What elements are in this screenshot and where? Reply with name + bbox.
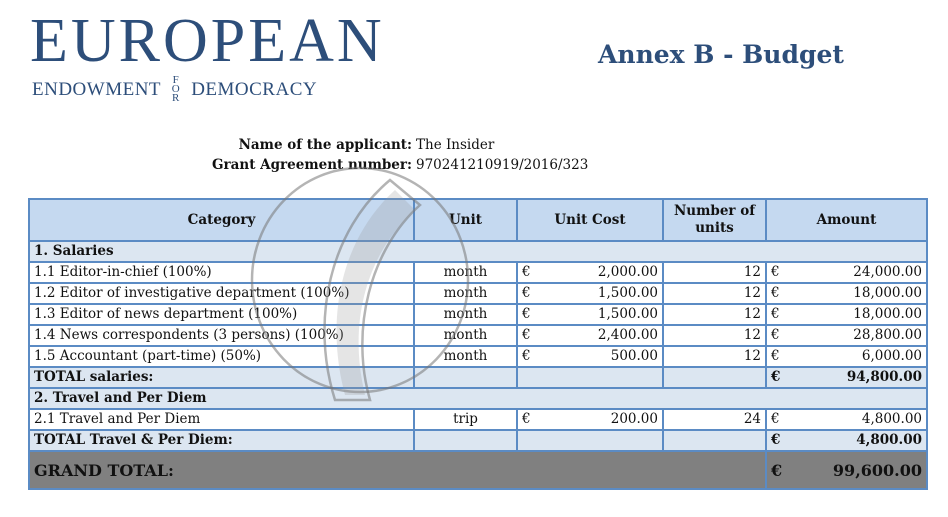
unit-cost-cell-wrap — [522, 411, 658, 428]
unit-cost-cell-wrap — [522, 285, 658, 302]
logo-for-letter: F — [172, 74, 180, 86]
units-cell: 12 — [663, 304, 766, 325]
unit-cost-cell-value: 1,500.00 — [597, 285, 658, 301]
total-amount-wrap — [771, 369, 922, 386]
units-cell: 12 — [663, 346, 766, 367]
amount-cell-value: 28,800.00 — [853, 327, 922, 343]
amount-cell-wrap — [771, 327, 922, 344]
budget-body — [29, 241, 927, 489]
category-cell: 2.1 Travel and Per Diem — [29, 409, 414, 430]
total-amount-wrap — [771, 432, 922, 449]
header-number-of-units: Number of units — [663, 199, 766, 241]
total-label: TOTAL salaries: — [29, 367, 414, 388]
euro-sign: € — [522, 348, 531, 364]
amount-cell — [766, 283, 927, 304]
amount-cell-wrap — [771, 411, 922, 428]
unit-cost-cell — [517, 346, 663, 367]
euro-sign: € — [771, 285, 780, 301]
euro-sign: € — [771, 411, 780, 427]
table-row — [29, 283, 927, 304]
unit-cost-cell — [517, 262, 663, 283]
grant-value: 970241210919/2016/323 — [416, 157, 589, 173]
empty-cell — [517, 430, 663, 451]
unit-cost-cell-value: 200.00 — [610, 411, 658, 427]
total-label: TOTAL Travel & Per Diem: — [29, 430, 414, 451]
amount-cell-value: 4,800.00 — [861, 411, 922, 427]
header-amount: Amount — [766, 199, 927, 241]
header-unit-cost: Unit Cost — [517, 199, 663, 241]
table-row — [29, 346, 927, 367]
eed-logo — [30, 7, 390, 104]
euro-sign: € — [771, 369, 781, 385]
grand-total-label: GRAND TOTAL: — [29, 451, 766, 489]
euro-sign: € — [522, 285, 531, 301]
unit-cost-cell — [517, 304, 663, 325]
category-cell: 1.4 News correspondents (3 persons) (100%) — [29, 325, 414, 346]
table-header-row — [29, 199, 927, 241]
unit-cost-cell-wrap — [522, 327, 658, 344]
header-category: Category — [29, 199, 414, 241]
euro-sign: € — [771, 348, 780, 364]
category-cell: 1.1 Editor-in-chief (100%) — [29, 262, 414, 283]
empty-cell — [663, 367, 766, 388]
total-amount — [766, 430, 927, 451]
empty-cell — [414, 367, 517, 388]
euro-sign: € — [771, 460, 783, 480]
logo-right-word: DEMOCRACY — [191, 79, 318, 100]
budget-table — [28, 198, 928, 490]
total-row — [29, 367, 927, 388]
grant-label: Grant Agreement number: — [211, 157, 412, 173]
euro-sign: € — [522, 411, 531, 427]
units-cell: 12 — [663, 325, 766, 346]
category-cell: 1.2 Editor of investigative department (100%) — [29, 283, 414, 304]
unit-cost-cell-value: 1,500.00 — [597, 306, 658, 322]
table-row — [29, 304, 927, 325]
units-cell: 24 — [663, 409, 766, 430]
euro-sign: € — [771, 264, 780, 280]
unit-cell: month — [414, 325, 517, 346]
amount-cell-wrap — [771, 306, 922, 323]
unit-cell: month — [414, 262, 517, 283]
units-cell: 12 — [663, 262, 766, 283]
section-row — [29, 388, 927, 409]
header-unit: Unit — [414, 199, 517, 241]
table-row — [29, 325, 927, 346]
empty-cell — [517, 367, 663, 388]
grand-total-value: 99,600.00 — [832, 460, 922, 480]
amount-cell — [766, 409, 927, 430]
grand-total-wrap — [771, 462, 922, 479]
unit-cost-cell — [517, 325, 663, 346]
section-title: 1. Salaries — [29, 241, 927, 262]
empty-cell — [663, 430, 766, 451]
unit-cell: month — [414, 346, 517, 367]
logo-for-letter: R — [172, 92, 180, 104]
amount-cell-value: 18,000.00 — [853, 285, 922, 301]
units-cell: 12 — [663, 283, 766, 304]
logo-left-word: ENDOWMENT — [32, 79, 161, 100]
unit-cost-cell-value: 2,000.00 — [597, 264, 658, 280]
table-row — [29, 262, 927, 283]
unit-cost-cell — [517, 409, 663, 430]
euro-sign: € — [522, 306, 531, 322]
amount-cell-value: 18,000.00 — [853, 306, 922, 322]
section-title: 2. Travel and Per Diem — [29, 388, 927, 409]
total-amount — [766, 367, 927, 388]
euro-sign: € — [771, 327, 780, 343]
total-amount-value: 4,800.00 — [856, 432, 922, 448]
unit-cell: month — [414, 304, 517, 325]
euro-sign: € — [522, 264, 531, 280]
logo-for-letter: O — [171, 83, 181, 95]
amount-cell-value: 6,000.00 — [861, 348, 922, 364]
logo-main-text: EUROPEAN — [30, 7, 385, 75]
amount-cell-wrap — [771, 285, 922, 302]
amount-cell-wrap — [771, 264, 922, 281]
amount-cell — [766, 325, 927, 346]
logo-for-stack — [170, 76, 182, 103]
amount-cell-wrap — [771, 348, 922, 365]
amount-cell — [766, 346, 927, 367]
unit-cell: trip — [414, 409, 517, 430]
category-cell: 1.3 Editor of news department (100%) — [29, 304, 414, 325]
unit-cost-cell-value: 2,400.00 — [597, 327, 658, 343]
applicant-value: The Insider — [416, 137, 495, 153]
amount-cell — [766, 262, 927, 283]
unit-cost-cell-value: 500.00 — [610, 348, 658, 364]
category-cell: 1.5 Accountant (part-time) (50%) — [29, 346, 414, 367]
euro-sign: € — [522, 327, 531, 343]
grand-total-row — [29, 451, 927, 489]
applicant-label: Name of the applicant: — [238, 137, 412, 153]
total-amount-value: 94,800.00 — [846, 369, 922, 385]
unit-cost-cell-wrap — [522, 348, 658, 365]
amount-cell — [766, 304, 927, 325]
page-title: Annex B - Budget — [598, 40, 844, 69]
unit-cell: month — [414, 283, 517, 304]
amount-cell-value: 24,000.00 — [853, 264, 922, 280]
unit-cost-cell — [517, 283, 663, 304]
total-row — [29, 430, 927, 451]
logo-sub-text — [32, 76, 317, 103]
section-row — [29, 241, 927, 262]
euro-sign: € — [771, 306, 780, 322]
unit-cost-cell-wrap — [522, 264, 658, 281]
euro-sign: € — [771, 432, 781, 448]
grand-total-amount — [766, 451, 927, 489]
unit-cost-cell-wrap — [522, 306, 658, 323]
table-row — [29, 409, 927, 430]
empty-cell — [414, 430, 517, 451]
